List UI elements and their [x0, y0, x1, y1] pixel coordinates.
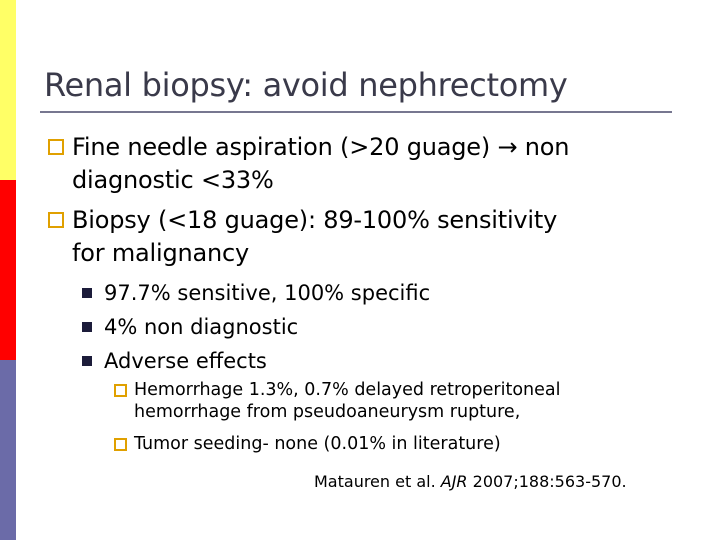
bullet-biopsy-line1: Biopsy (<18 guage): 89-100% sensitivity — [72, 206, 558, 234]
sub-bullet-sensitivity: 97.7% sensitive, 100% specific — [104, 281, 431, 305]
bullet-fna — [72, 131, 569, 197]
accent-stripe-yellow — [0, 0, 16, 180]
title-divider — [40, 111, 672, 113]
sub-sub-bullet-hemorrhage-line1: Hemorrhage 1.3%, 0.7% delayed retroperitoneal — [134, 380, 561, 400]
sub-sub-bullet-hemorrhage — [134, 379, 694, 423]
sub-sub-bullet-hemorrhage-line2: hemorrhage from pseudoaneurysm rupture, — [134, 402, 521, 422]
bullet-fna-line2: diagnostic <33% — [72, 166, 274, 194]
accent-stripe-blue — [0, 360, 16, 540]
solid-square-bullet-icon — [82, 356, 92, 366]
sub-bullet-adverse-effects: Adverse effects — [104, 349, 267, 373]
accent-stripe-red — [0, 180, 16, 360]
hollow-square-bullet-icon — [114, 384, 127, 397]
solid-square-bullet-icon — [82, 288, 92, 298]
sub-sub-bullet-tumor-seeding: Tumor seeding- none (0.01% in literature) — [134, 434, 501, 454]
bullet-fna-line1: Fine needle aspiration (>20 guage) → non — [72, 133, 570, 161]
sub-bullet-non-diagnostic: 4% non diagnostic — [104, 315, 299, 339]
hollow-square-bullet-icon — [48, 139, 64, 155]
citation-journal: AJR — [440, 472, 468, 491]
citation-authors: Matauren et al. — [314, 472, 436, 491]
solid-square-bullet-icon — [82, 322, 92, 332]
hollow-square-bullet-icon — [48, 212, 64, 228]
bullet-biopsy — [72, 204, 557, 270]
citation-details: 2007;188:563-570. — [472, 472, 627, 491]
hollow-square-bullet-icon — [114, 438, 127, 451]
slide-title: Renal biopsy: avoid nephrectomy — [44, 66, 568, 104]
citation — [314, 472, 627, 491]
bullet-biopsy-line2: for malignancy — [72, 239, 250, 267]
